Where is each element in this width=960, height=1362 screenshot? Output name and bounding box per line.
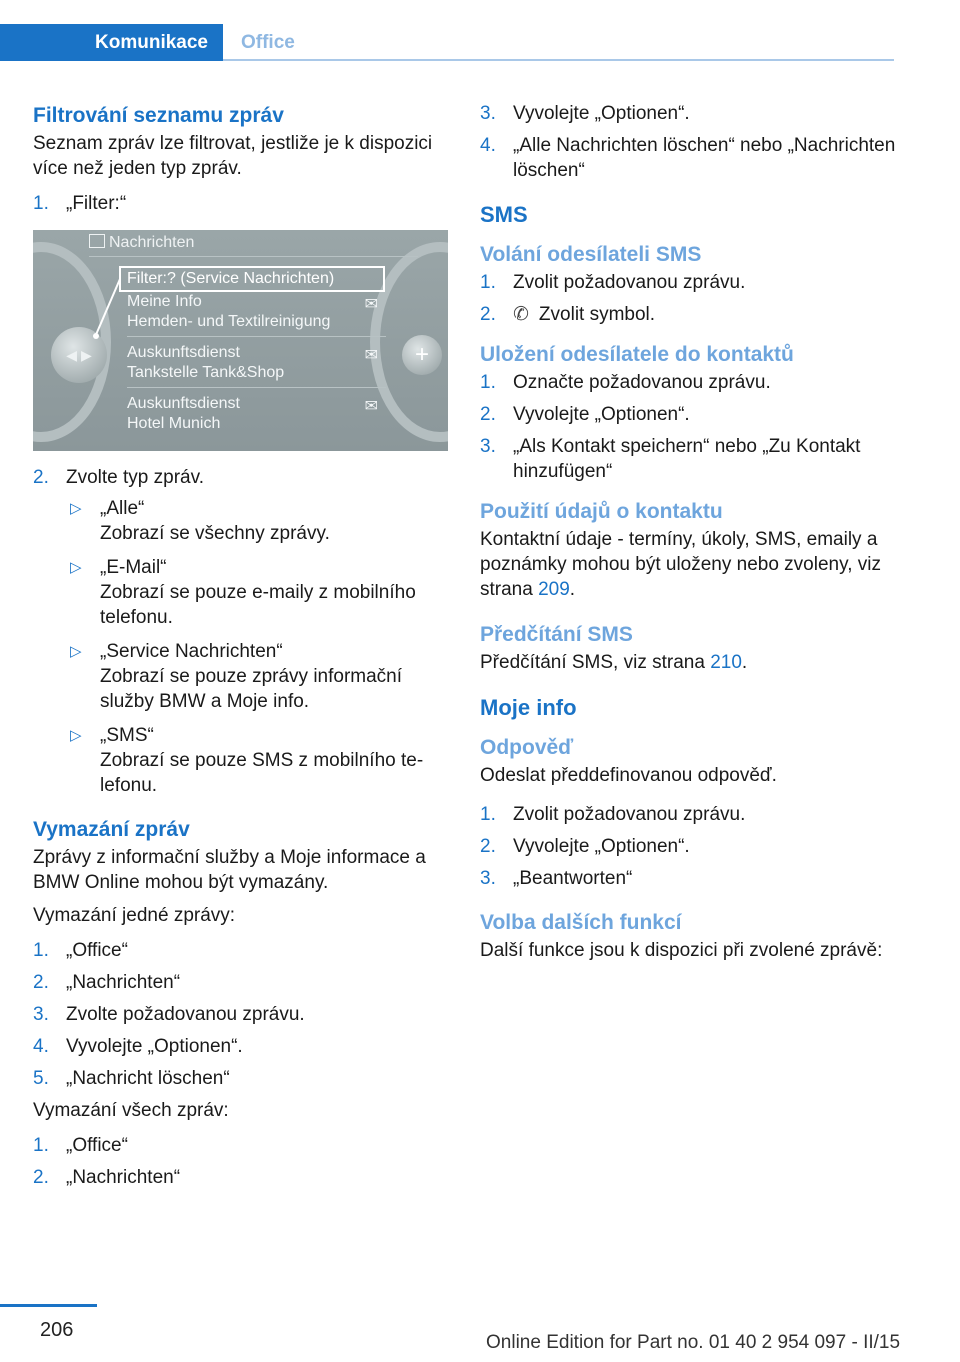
list-item: 3. „Als Kontakt speichern“ nebo „Zu Kontakt hinzufügen“ <box>480 436 861 482</box>
phone-icon: ✆ <box>513 304 529 325</box>
delete-all-steps <box>33 1133 448 1190</box>
delete-one-steps <box>33 938 448 1091</box>
envelope-icon: ✉ <box>364 398 378 415</box>
use-contact-text: Kontaktní údaje - termíny, úkoly, SMS, emaily a poznámky mohou být uloženy nebo zvoleny, viz strana 209. <box>480 529 881 600</box>
list-item: 5. „Nachricht löschen“ <box>33 1068 230 1089</box>
envelope-icon: ✉ <box>364 347 378 364</box>
delete-one-label: Vymazání jedné zprávy: <box>33 905 236 926</box>
page-number: 206 <box>40 1319 74 1341</box>
heading-reply: Odpověď <box>480 736 574 759</box>
heading-use-contact: Použití údajů o kontaktu <box>480 500 723 523</box>
triangle-bullet-icon: ▷ <box>70 727 82 744</box>
delete-all-steps-cont <box>480 101 900 183</box>
triangle-bullet-icon: ▷ <box>70 643 82 660</box>
header-divider <box>223 59 894 61</box>
call-steps <box>480 270 900 327</box>
list-item: 1. „Office“ <box>33 940 128 961</box>
triangle-bullet-icon: ▷ <box>70 500 82 517</box>
list-item: 2. „Nachrichten“ <box>33 972 181 993</box>
list-item: 1. Označte požadovanou zprávu. <box>480 372 771 393</box>
message-item[interactable]: Auskunftsdienst Tankstelle Tank&Shop <box>127 344 285 381</box>
list-item: ▷ „Alle“ Zobrazí se všechny zprávy. <box>70 498 330 544</box>
delete-intro: Zprávy z informační služby a Moje informace a BMW Online mohou být vymazány. <box>33 847 426 893</box>
list-item: 2. Vyvolejte „Optionen“. <box>480 836 690 857</box>
tab-komunikace[interactable]: Komunikace <box>0 24 223 61</box>
list-item: ▷ „E-Mail“ Zobrazí se pouze e-maily z mobilního telefonu. <box>70 557 416 628</box>
list-item: 4. Vyvolejte „Optionen“. <box>33 1036 243 1057</box>
list-item <box>33 191 448 216</box>
list-item: 1. „Office“ <box>33 1135 128 1156</box>
list-item: 3. Zvolte požadovanou zprávu. <box>33 1004 305 1025</box>
heading-filter: Filtrování seznamu zpráv <box>33 104 284 127</box>
office-icon <box>89 234 105 248</box>
tab-office[interactable]: Office <box>241 32 295 53</box>
list-item: ▷ „SMS“ Zobrazí se pouze SMS z mobilního te-lefonu. <box>70 725 424 796</box>
filter-box[interactable]: Filter:? (Service Nachrichten) <box>119 266 385 292</box>
page-link[interactable]: 210 <box>710 652 742 673</box>
left-column <box>33 101 448 1197</box>
list-item: 4. „Alle Nachrichten löschen“ nebo „Nachrichten löschen“ <box>480 135 896 181</box>
list-item: 1. Zvolit požadovanou zprávu. <box>480 272 746 293</box>
heading-my-info: Moje info <box>480 695 577 720</box>
plus-icon: + <box>402 335 442 375</box>
envelope-icon: ✉ <box>364 296 378 313</box>
message-item[interactable]: Meine Info Hemden- und Textilreinigung <box>127 293 331 330</box>
filter-steps <box>33 191 448 216</box>
filter-steps-2 <box>33 465 448 798</box>
idrive-screenshot <box>33 230 448 451</box>
heading-call-sender: Volání odesílateli SMS <box>480 243 702 266</box>
list-item: 3. „Beantworten“ <box>480 868 633 889</box>
page-link[interactable]: 209 <box>538 579 570 600</box>
right-column <box>480 101 900 963</box>
list-item <box>33 465 448 798</box>
header-tabs <box>0 24 894 60</box>
reply-steps <box>480 802 900 891</box>
heading-save-contact: Uložení odesílatele do kontaktů <box>480 343 794 366</box>
step-text: „Filter:“ <box>66 193 127 214</box>
list-item: 2. ✆ Zvolit symbol. <box>480 304 656 325</box>
triangle-bullet-icon: ▷ <box>70 559 82 576</box>
list-item: 2. Vyvolejte „Optionen“. <box>480 404 690 425</box>
footer-accent <box>0 1304 97 1307</box>
list-item: 1. Zvolit požadovanou zprávu. <box>480 804 746 825</box>
list-item: 3. Vyvolejte „Optionen“. <box>480 103 690 124</box>
screen-title: Nachrichten <box>89 230 418 257</box>
step-number: 1. <box>33 193 49 214</box>
message-item[interactable]: Auskunftsdienst Hotel Munich <box>127 395 240 432</box>
reply-text: Odeslat předdefinovanou odpověď. <box>480 765 777 786</box>
pointer-line <box>93 277 121 339</box>
heading-read-sms: Předčítání SMS <box>480 623 633 646</box>
heading-more-functions: Volba dalších funkcí <box>480 911 682 934</box>
more-functions-text: Další funkce jsou k dispozici při zvolené zprávě: <box>480 940 883 961</box>
edition-text: Online Edition for Part no. 01 40 2 954 097 - II/15 <box>486 1332 901 1353</box>
step-number: 2. <box>33 467 49 488</box>
read-sms-text: Předčítání SMS, viz strana 210. <box>480 652 748 673</box>
controller-left-icon: ◀ ▶ <box>51 327 107 383</box>
save-steps <box>480 370 900 484</box>
list-item: 2. „Nachrichten“ <box>33 1167 181 1188</box>
filter-intro: Seznam zpráv lze filtrovat, jestliže je k dispozici více než jeden typ zpráv. <box>33 133 433 179</box>
separator <box>127 336 386 337</box>
step-text: Zvolte typ zpráv. <box>66 467 204 488</box>
list-item: ▷ „Service Nachrichten“ Zobrazí se pouze zprávy informační služby BMW a Moje info. <box>70 641 403 712</box>
delete-all-label: Vymazání všech zpráv: <box>33 1100 229 1121</box>
separator <box>127 387 386 388</box>
heading-sms: SMS <box>480 202 528 227</box>
message-type-list <box>66 496 448 798</box>
heading-delete: Vymazání zpráv <box>33 818 190 841</box>
